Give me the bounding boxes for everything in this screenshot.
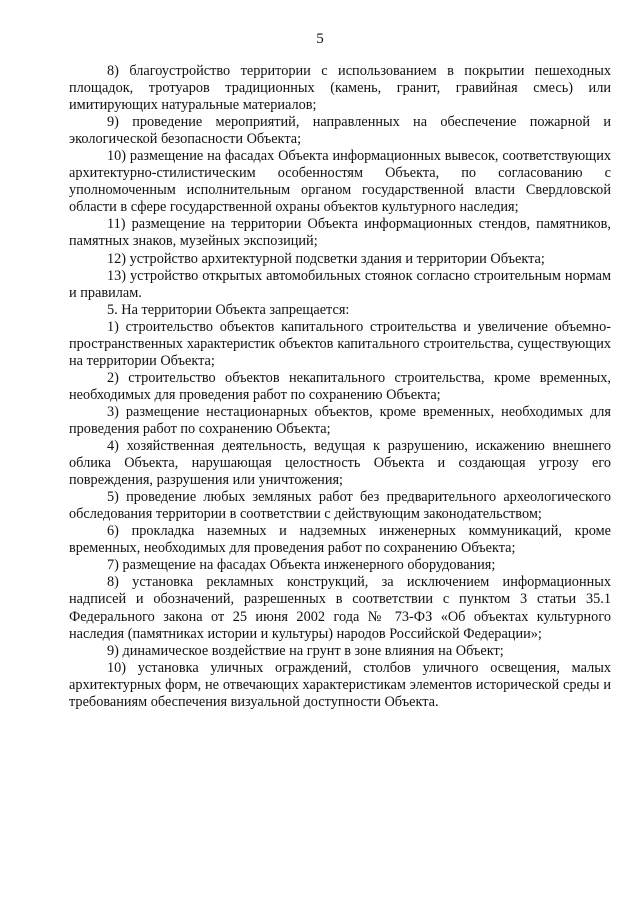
prohibited-item-3-nonstationary: 3) размещение нестационарных объектов, кроме временных, необходимых для проведения работ по сохранению Объекта; xyxy=(69,403,611,437)
prohibited-item-4-economic-activity: 4) хозяйственная деятельность, ведущая к разрушению, искажению внешнего облика Объекта, нарушающая целостность Объекта и создающая угрозу его повреждения, разрушения или уничтожения; xyxy=(69,438,611,489)
page-number: 5 xyxy=(316,31,324,47)
paragraph-item-9-fire-safety: 9) проведение мероприятий, направленных на обеспечение пожарной и экологической безопасности Объекта; xyxy=(69,114,611,148)
paragraph-item-12-lighting: 12) устройство архитектурной подсветки здания и территории Объекта; xyxy=(107,250,545,267)
prohibited-item-9-ground-impact: 9) динамическое воздействие на грунт в зоне влияния на Объект; xyxy=(107,642,504,659)
prohibited-item-6-utilities: 6) прокладка наземных и надземных инженерных коммуникаций, кроме временных, необходимых для проведения работ по сохранению Объекта; xyxy=(69,523,611,557)
prohibited-item-1-construction: 1) строительство объектов капитального строительства и увеличение объемно-пространственных характеристик объектов капитального строительства, существующих на территории Объекта; xyxy=(69,318,611,369)
prohibited-item-5-earthworks: 5) проведение любых земляных работ без предварительного археологического обследования территории в соответствии с действующим законодательством; xyxy=(69,489,611,523)
paragraph-item-13-parking: 13) устройство открытых автомобильных стоянок согласно строительным нормам и правилам. xyxy=(69,267,611,301)
paragraph-item-8-landscaping: 8) благоустройство территории с использованием в покрытии пешеходных площадок, тротуаров традиционных (камень, гранит, гравийная смесь) или имитирующих натуральные материалов; xyxy=(69,63,611,114)
paragraph-item-11-stands: 11) размещение на территории Объекта информационных стендов, памятников, памятных знаков, музейных экспозиций; xyxy=(69,216,611,250)
paragraph-item-10-signage: 10) размещение на фасадах Объекта информационных вывесок, соответствующих архитектурно-стилистическим особенностям Объекта, по согласованию с уполномоченным исполнительным органом государственной власти Свердловской области в сфере государственной охраны объектов культурного наследия; xyxy=(69,148,611,216)
prohibited-item-2-noncapital: 2) строительство объектов некапитального строительства, кроме временных, необходимых для проведения работ по сохранению Объекта; xyxy=(69,369,611,403)
prohibited-item-10-street-fencing: 10) установка уличных ограждений, столбов уличного освещения, малых архитектурных форм, не отвечающих характеристикам элементов исторической среды и требованиям обеспечения визуальной доступности Объекта. xyxy=(69,659,611,710)
prohibited-item-8-advertising: 8) установка рекламных конструкций, за исключением информационных надписей и обозначений, разрешенных в соответствии с пунктом 3 статьи 35.1 Федерального закона от 25 июня 2002 года № 73-ФЗ «Об объектах культурного наследия (памятниках истории и культуры) народов Российской Федерации»; xyxy=(69,574,611,642)
document-body xyxy=(69,63,611,711)
prohibited-item-7-equipment: 7) размещение на фасадах Объекта инженерного оборудования; xyxy=(107,557,496,574)
section-5-heading: 5. На территории Объекта запрещается: xyxy=(107,301,350,318)
